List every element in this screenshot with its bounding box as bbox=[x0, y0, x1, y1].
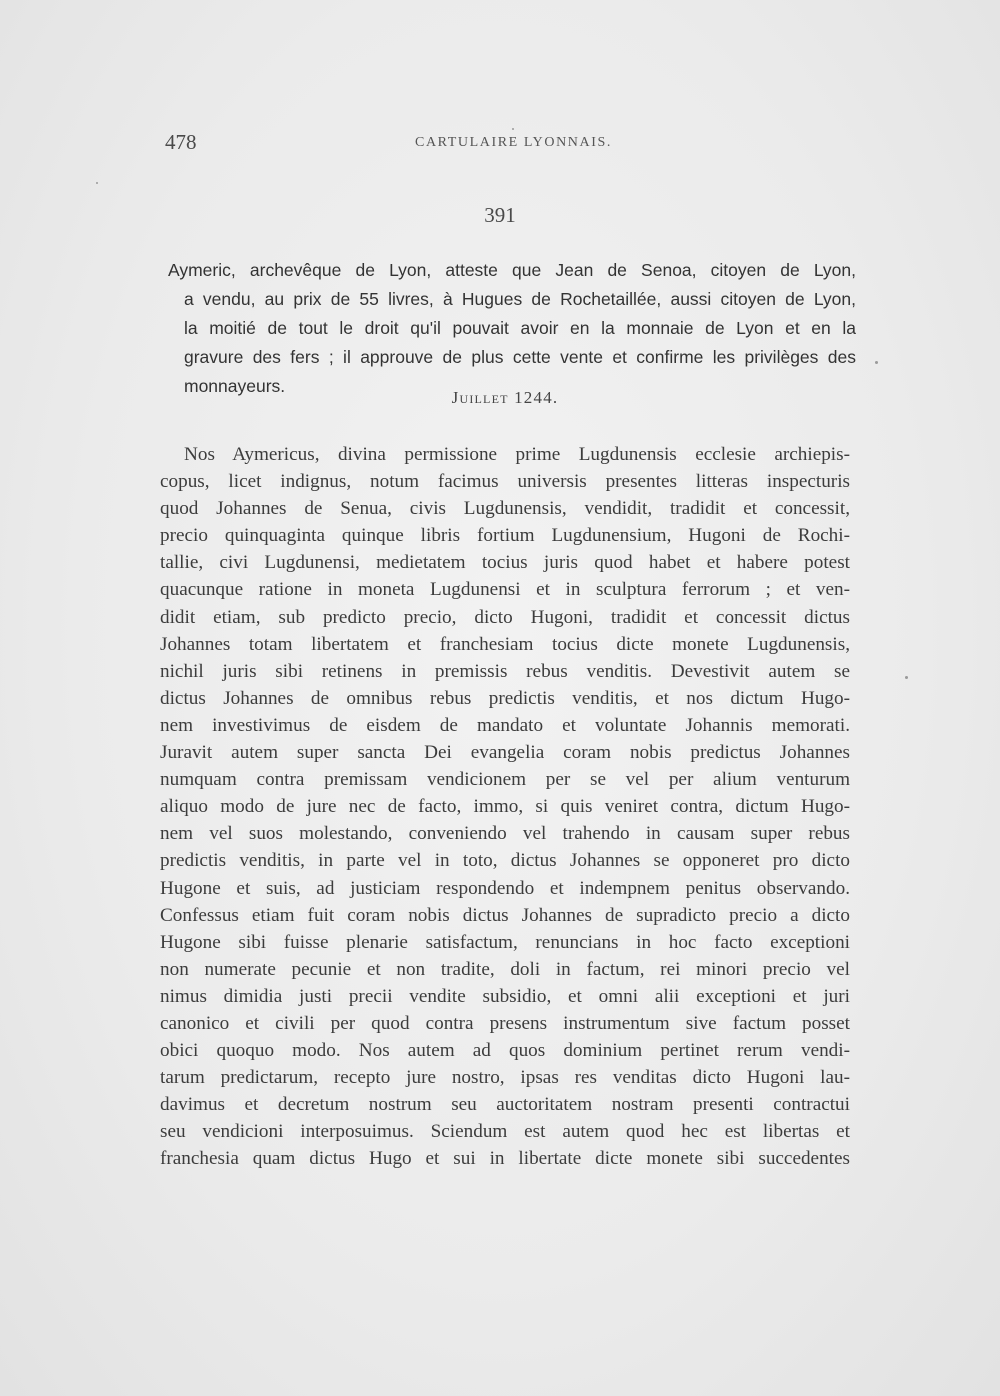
text-line: Johannes totam libertatem et franchesiam tocius dicte monete Lugdunensis, bbox=[160, 633, 850, 655]
text-line: Hugone sibi fuisse plenarie satisfactum, renuncians in hoc facto exceptioni bbox=[160, 931, 850, 953]
summary-line: la moitié de tout le droit qu'il pouvait avoir en la monnaie de Lyon et en la bbox=[184, 318, 856, 338]
text-line: franchesia quam dictus Hugo et sui in libertate dicte monete sibi succedentes bbox=[160, 1148, 850, 1170]
paper-speck bbox=[875, 361, 878, 364]
text-line: canonico et civili per quod contra presens instrumentum sive factum posset bbox=[160, 1012, 850, 1034]
text-line: nem vel suos molestando, conveniendo vel trahendo in causam super rebus bbox=[160, 823, 850, 845]
text-line: Hugone et suis, ad justiciam respondendo et indempnem penitus observando. bbox=[160, 877, 850, 899]
summary-line: a vendu, au prix de 55 livres, à Hugues de Rochetaillée, aussi citoyen de Lyon, bbox=[184, 289, 856, 309]
text-line: predictis venditis, in parte vel in toto, dictus Johannes se opponeret pro dicto bbox=[160, 850, 850, 872]
summary-line: gravure des fers ; il approuve de plus cette vente et confirme les privilèges des bbox=[184, 347, 856, 367]
charter-number: 391 bbox=[484, 203, 516, 227]
text-line: quacunque ratione in moneta Lugdunensi et in sculptura ferrorum ; et ven- bbox=[160, 579, 850, 601]
text-line: nichil juris sibi retinens in premissis rebus venditis. Devestivit autem se bbox=[160, 660, 850, 682]
summary-line: monnayeurs. bbox=[184, 376, 286, 396]
paper-speck bbox=[905, 676, 908, 679]
text-line: Juravit autem super sancta Dei evangelia coram nobis predictus Johannes bbox=[160, 742, 850, 764]
text-line: tarum predictarum, recepto jure nostro, ipsas res venditas dicto Hugoni lau- bbox=[160, 1067, 850, 1089]
text-line: didit etiam, sub predicto precio, dicto Hugoni, tradidit et concessit dictus bbox=[160, 606, 850, 628]
text-line: obici quoquo modo. Nos autem ad quos dominium pertinet rerum vendi- bbox=[160, 1040, 850, 1062]
text-line: dictus Johannes de omnibus rebus predictis venditis, et nos dictum Hugo- bbox=[160, 687, 850, 709]
charter-summary bbox=[168, 256, 856, 401]
text-line: aliquo modo de jure nec de facto, immo, si quis veniret contra, dictum Hugo- bbox=[160, 796, 850, 818]
text-line: quod Johannes de Senua, civis Lugdunensis, vendidit, tradidit et concessit, bbox=[160, 498, 850, 520]
charter-date: Juillet 1244. bbox=[451, 388, 559, 407]
text-line: davimus et decretum nostrum seu auctoritatem nostram presenti contractui bbox=[160, 1094, 850, 1116]
text-line: precio quinquaginta quinque libris fortium Lugdunensium, Hugoni de Rochi- bbox=[160, 525, 850, 547]
page-number: 478 bbox=[165, 130, 197, 154]
running-title: CARTULAIRE LYONNAIS. bbox=[415, 135, 612, 150]
charter-text bbox=[160, 441, 850, 1173]
text-line: nem investivimus de eisdem de mandato et voluntate Johannis memorati. bbox=[160, 714, 850, 736]
text-line: non numerate pecunie et non tradite, doli in factum, rei minori precio vel bbox=[160, 958, 850, 980]
text-line: copus, licet indignus, notum facimus universis presentes litteras inspecturis bbox=[160, 471, 850, 493]
summary-line: Aymeric, archevêque de Lyon, atteste que Jean de Senoa, citoyen de Lyon, bbox=[168, 260, 856, 280]
text-line: Confessus etiam fuit coram nobis dictus Johannes de supradicto precio a dicto bbox=[160, 904, 850, 926]
text-line: Nos Aymericus, divina permissione prime Lugdunensis ecclesie archiepis- bbox=[184, 444, 850, 465]
text-line: seu vendicioni interposuimus. Sciendum est autem quod hec est libertas et bbox=[160, 1121, 850, 1143]
text-line: numquam contra premissam vendicionem per se vel per alium venturum bbox=[160, 769, 850, 791]
text-line: nimus dimidia justi precii vendite subsidio, et omni alii exceptioni et juri bbox=[160, 985, 850, 1007]
paper-speck bbox=[512, 128, 514, 130]
paper-speck bbox=[96, 182, 98, 184]
text-line: tallie, civi Lugdunensi, medietatem tocius juris quod habet et habere potest bbox=[160, 552, 850, 574]
running-head bbox=[165, 130, 845, 156]
